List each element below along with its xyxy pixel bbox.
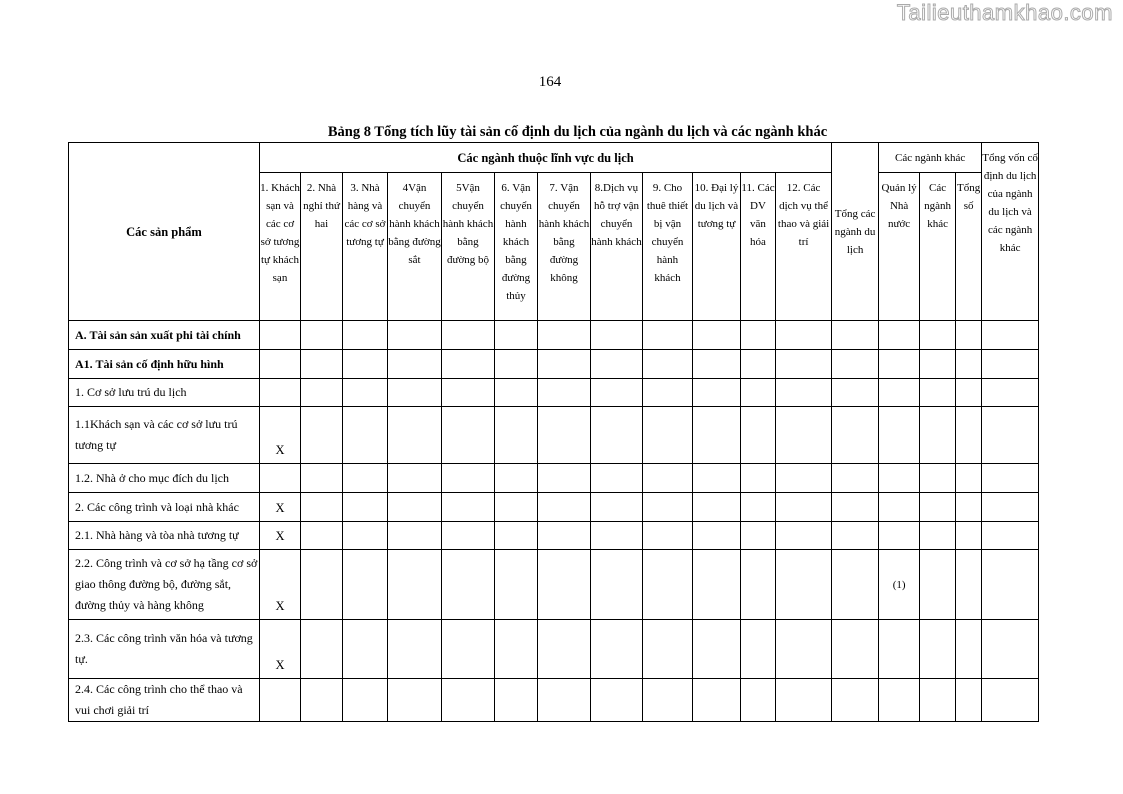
table-cell — [301, 464, 343, 493]
table-cell — [741, 493, 776, 522]
table-cell — [832, 522, 879, 550]
table-cell — [260, 464, 301, 493]
table-cell — [388, 620, 442, 679]
table-cell — [832, 379, 879, 407]
row-label: 1.1Khách sạn và các cơ sở lưu trú tương tự — [69, 407, 260, 464]
header-tourism-col: 7. Vận chuyển hành khách bằng đường không — [538, 173, 591, 321]
table-cell — [776, 350, 832, 379]
header-tourism-col: 1. Khách sạn và các cơ sở tương tự khách sạn — [260, 173, 301, 321]
table-cell — [301, 679, 343, 722]
table-cell — [301, 620, 343, 679]
header-other-col: Tổng số — [956, 173, 982, 321]
table-cell — [495, 379, 538, 407]
table-cell — [442, 493, 495, 522]
table-cell — [693, 379, 741, 407]
table-cell — [879, 321, 920, 350]
table-cell — [693, 620, 741, 679]
table-cell — [301, 379, 343, 407]
header-tourism-col: 3. Nhà hàng và các cơ sở tương tự — [343, 173, 388, 321]
table-cell — [741, 350, 776, 379]
table-cell — [591, 379, 643, 407]
table-cell — [920, 493, 956, 522]
table-cell — [776, 407, 832, 464]
table-cell — [920, 679, 956, 722]
header-products: Các sản phẩm — [69, 143, 260, 321]
table-cell — [591, 350, 643, 379]
table-cell — [879, 464, 920, 493]
table-cell — [495, 679, 538, 722]
table-cell — [982, 550, 1039, 620]
table-cell — [920, 464, 956, 493]
table-cell — [591, 464, 643, 493]
table-cell — [495, 321, 538, 350]
table-cell — [643, 522, 693, 550]
table-cell: (1) — [879, 550, 920, 620]
table-cell — [693, 350, 741, 379]
table-cell — [388, 464, 442, 493]
table-cell — [982, 679, 1039, 722]
table-cell — [956, 550, 982, 620]
table-cell — [301, 550, 343, 620]
row-label: 2.2. Công trình và cơ sở hạ tầng cơ sở giao thông đường bộ, đường sắt, đường thủy và hàng không — [69, 550, 260, 620]
table-cell — [879, 620, 920, 679]
table-cell — [538, 679, 591, 722]
table-row — [69, 550, 1039, 620]
table-row — [69, 407, 1039, 464]
table-cell — [982, 407, 1039, 464]
table-cell — [832, 407, 879, 464]
table-cell — [741, 679, 776, 722]
table-cell: X — [260, 620, 301, 679]
table-cell — [956, 379, 982, 407]
page-number: 164 — [538, 74, 562, 90]
table-row — [69, 464, 1039, 493]
table-cell — [495, 464, 538, 493]
header-other-col: Quản lý Nhà nước — [879, 173, 920, 321]
table-cell — [343, 522, 388, 550]
table-cell — [260, 379, 301, 407]
table-cell — [643, 464, 693, 493]
header-grand-total: Tổng vốn cố định du lịch của ngành du lịch và các ngành khác — [982, 143, 1039, 321]
table-cell — [832, 679, 879, 722]
header-tourism-col: 10. Đại lý du lịch và tương tự — [693, 173, 741, 321]
table-cell — [776, 679, 832, 722]
table-cell — [956, 620, 982, 679]
table-cell — [920, 620, 956, 679]
header-tourism-col: 2. Nhà nghỉ thứ hai — [301, 173, 343, 321]
table-cell — [879, 493, 920, 522]
table-cell — [776, 550, 832, 620]
table-row — [69, 620, 1039, 679]
table-cell — [741, 379, 776, 407]
header-tourism-col: 5Vận chuyển hành khách bằng đường bộ — [442, 173, 495, 321]
row-label: 2.4. Các công trình cho thể thao và vui chơi giải trí — [69, 679, 260, 722]
table-cell — [832, 620, 879, 679]
table-cell — [343, 679, 388, 722]
table-cell — [956, 493, 982, 522]
table-title: Bảng 8 Tổng tích lũy tài sản cố định du lịch của ngành du lịch và các ngành khác — [327, 124, 828, 140]
table-cell — [260, 679, 301, 722]
table-cell — [879, 407, 920, 464]
table-cell — [343, 493, 388, 522]
table-cell — [591, 679, 643, 722]
table-cell — [538, 464, 591, 493]
row-label: 2.3. Các công trình văn hóa và tương tự. — [69, 620, 260, 679]
header-other-col: Các ngành khác — [920, 173, 956, 321]
table-cell — [442, 679, 495, 722]
table-cell — [442, 522, 495, 550]
table-cell — [832, 321, 879, 350]
table-cell — [832, 350, 879, 379]
header-other-group: Các ngành khác — [879, 143, 982, 173]
header-tourism-group: Các ngành thuộc lĩnh vực du lịch — [260, 143, 832, 173]
table-cell — [982, 379, 1039, 407]
table-cell — [343, 550, 388, 620]
row-label: A1. Tài sản cố định hữu hình — [69, 350, 260, 379]
table-cell — [442, 321, 495, 350]
table-cell — [301, 522, 343, 550]
table-cell — [879, 522, 920, 550]
table-cell — [301, 350, 343, 379]
table-cell — [982, 493, 1039, 522]
header-tourism-total: Tổng các ngành du lịch — [832, 143, 879, 321]
table-cell: X — [260, 550, 301, 620]
table-cell — [693, 407, 741, 464]
table-cell — [741, 321, 776, 350]
table-cell: X — [260, 493, 301, 522]
table-cell — [388, 379, 442, 407]
table-cell — [920, 350, 956, 379]
table-cell — [538, 522, 591, 550]
table-cell — [538, 321, 591, 350]
table-cell — [343, 464, 388, 493]
table-cell — [776, 493, 832, 522]
table-cell — [343, 321, 388, 350]
table-cell — [643, 407, 693, 464]
row-label: 2.1. Nhà hàng và tòa nhà tương tự — [69, 522, 260, 550]
table-cell — [442, 407, 495, 464]
table-cell — [741, 550, 776, 620]
table-cell — [388, 350, 442, 379]
table-cell — [591, 550, 643, 620]
table-cell — [956, 407, 982, 464]
table-cell — [388, 321, 442, 350]
table-cell — [388, 493, 442, 522]
table-cell — [301, 407, 343, 464]
row-label: A. Tài sản sản xuất phi tài chính — [69, 321, 260, 350]
header-tourism-col: 4Vận chuyển hành khách bằng đường sắt — [388, 173, 442, 321]
table-cell — [920, 522, 956, 550]
table-cell — [643, 321, 693, 350]
row-label: 2. Các công trình và loại nhà khác — [69, 493, 260, 522]
header-tourism-col: 11. Các DV văn hóa — [741, 173, 776, 321]
table-cell — [776, 620, 832, 679]
table-cell — [343, 379, 388, 407]
table-row — [69, 493, 1039, 522]
table-cell — [693, 321, 741, 350]
table-cell — [591, 493, 643, 522]
table-cell — [741, 620, 776, 679]
table-cell — [388, 522, 442, 550]
table-cell — [495, 522, 538, 550]
table-cell — [693, 679, 741, 722]
asset-table — [68, 142, 1039, 722]
table-cell — [879, 379, 920, 407]
table-row — [69, 379, 1039, 407]
table-cell — [538, 350, 591, 379]
table-cell — [643, 379, 693, 407]
table-cell — [591, 522, 643, 550]
table-cell — [693, 522, 741, 550]
table-cell — [693, 464, 741, 493]
table-cell — [343, 620, 388, 679]
table-cell — [591, 321, 643, 350]
table-cell — [920, 407, 956, 464]
table-cell — [388, 679, 442, 722]
table-row — [69, 679, 1039, 722]
table-cell — [495, 407, 538, 464]
row-label: 1. Cơ sở lưu trú du lịch — [69, 379, 260, 407]
table-cell — [776, 522, 832, 550]
row-label: 1.2. Nhà ở cho mục đích du lịch — [69, 464, 260, 493]
table-cell — [693, 493, 741, 522]
table-cell — [879, 679, 920, 722]
table-cell — [956, 350, 982, 379]
table-row — [69, 522, 1039, 550]
table-cell — [741, 407, 776, 464]
table-cell: X — [260, 407, 301, 464]
table-cell — [832, 464, 879, 493]
table-cell — [538, 550, 591, 620]
table-cell — [495, 350, 538, 379]
table-cell — [920, 550, 956, 620]
table-cell — [956, 679, 982, 722]
table-cell — [741, 464, 776, 493]
table-cell — [693, 550, 741, 620]
table-cell — [343, 350, 388, 379]
table-cell — [442, 620, 495, 679]
table-cell — [442, 550, 495, 620]
table-cell — [591, 407, 643, 464]
table-cell — [591, 620, 643, 679]
table-cell — [643, 550, 693, 620]
table-cell — [343, 407, 388, 464]
table-cell — [538, 620, 591, 679]
table-cell — [920, 321, 956, 350]
table-cell — [301, 493, 343, 522]
table-cell — [982, 620, 1039, 679]
table-cell — [920, 379, 956, 407]
table-cell — [956, 522, 982, 550]
table-cell — [260, 350, 301, 379]
table-cell — [495, 620, 538, 679]
table-cell — [301, 321, 343, 350]
table-cell — [982, 350, 1039, 379]
table-cell — [442, 350, 495, 379]
table-cell — [643, 493, 693, 522]
table-row — [69, 350, 1039, 379]
table-cell — [956, 464, 982, 493]
table-cell — [832, 550, 879, 620]
table-cell: X — [260, 522, 301, 550]
header-tourism-col: 8.Dịch vụ hỗ trợ vận chuyển hành khách — [591, 173, 643, 321]
table-cell — [982, 522, 1039, 550]
table-cell — [260, 321, 301, 350]
table-cell — [643, 620, 693, 679]
table-cell — [643, 350, 693, 379]
header-tourism-col: 6. Vận chuyển hành khách bằng đường thủy — [495, 173, 538, 321]
table-cell — [538, 379, 591, 407]
header-tourism-col: 12. Các dịch vụ thể thao và giải trí — [776, 173, 832, 321]
table-cell — [442, 464, 495, 493]
table-cell — [538, 407, 591, 464]
table-cell — [982, 464, 1039, 493]
header-tourism-col: 9. Cho thuê thiết bị vận chuyển hành khách — [643, 173, 693, 321]
table-cell — [832, 493, 879, 522]
table-cell — [538, 493, 591, 522]
watermark: Tailieuthamkhao.com — [896, 0, 1113, 25]
table-cell — [879, 350, 920, 379]
table-cell — [776, 379, 832, 407]
table-cell — [956, 321, 982, 350]
table-cell — [776, 321, 832, 350]
table-cell — [741, 522, 776, 550]
table-cell — [776, 464, 832, 493]
table-row — [69, 321, 1039, 350]
table-cell — [388, 550, 442, 620]
table-cell — [643, 679, 693, 722]
table-cell — [982, 321, 1039, 350]
table-cell — [442, 379, 495, 407]
table-cell — [495, 493, 538, 522]
table-cell — [495, 550, 538, 620]
table-cell — [388, 407, 442, 464]
